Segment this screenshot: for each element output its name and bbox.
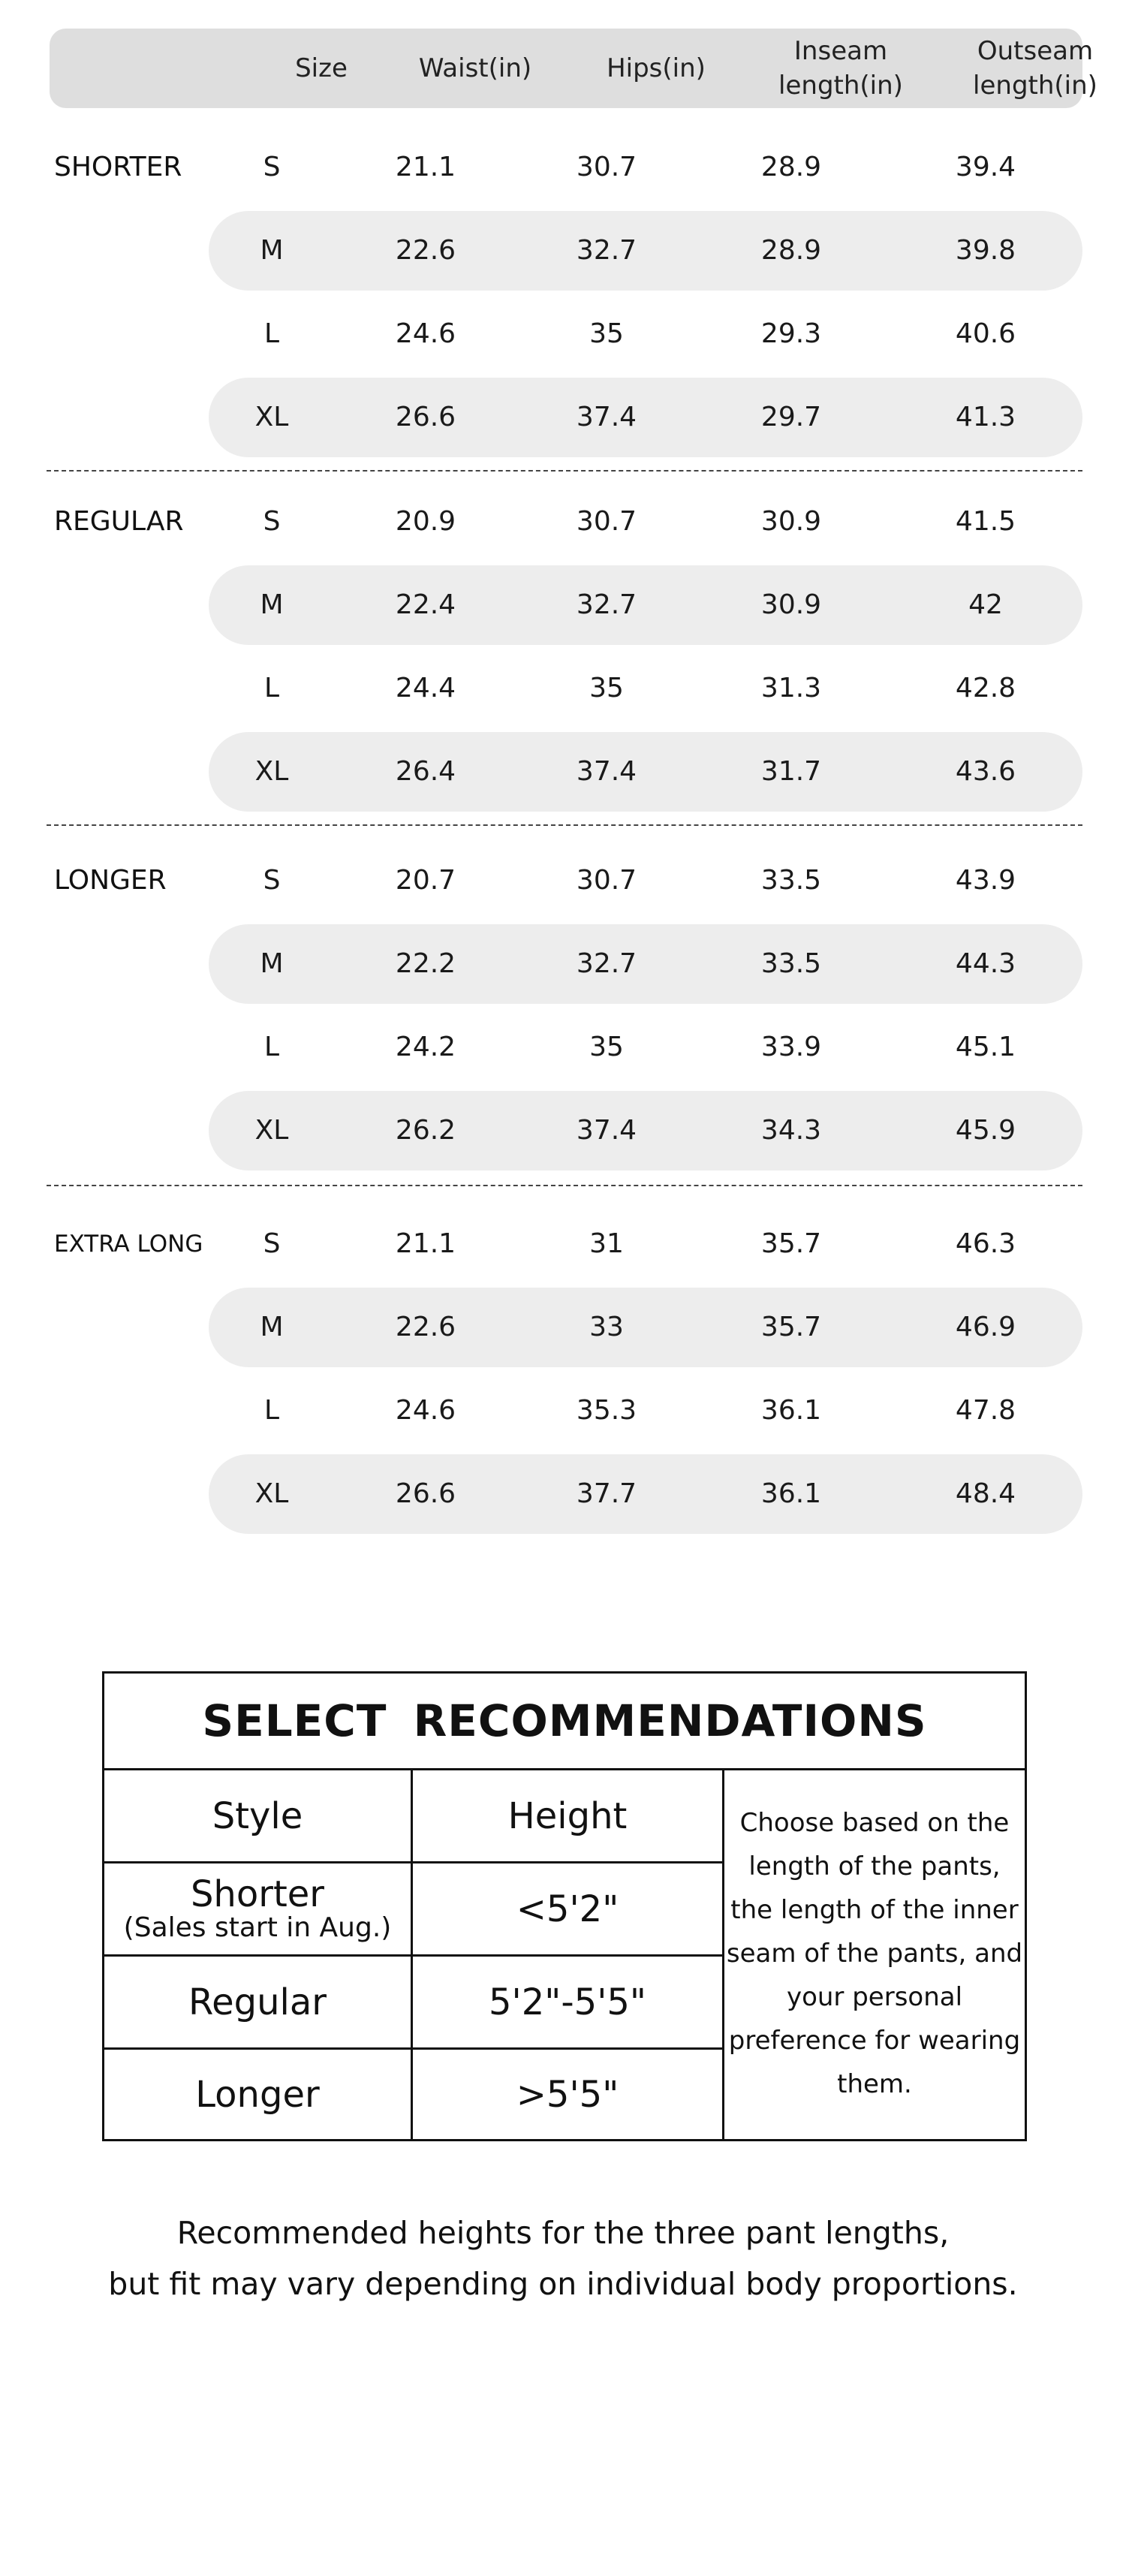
cell-size: L	[263, 1032, 280, 1062]
cell-hips: 33	[589, 1312, 624, 1342]
footer-line-1: Recommended heights for the three pant lengths,	[176, 2215, 950, 2251]
cell-size: M	[260, 1312, 284, 1342]
cell-waist: 26.2	[395, 1115, 456, 1146]
cell-waist: 26.6	[395, 402, 456, 432]
cell-waist: 22.2	[395, 948, 456, 979]
cell-hips: 30.7	[576, 865, 637, 896]
height-cell-regular	[413, 1957, 722, 2047]
cell-size: M	[260, 948, 284, 979]
cell-inseam: 33.5	[760, 948, 822, 979]
cell-hips: 35.3	[576, 1395, 637, 1426]
height-label: <5'2"	[516, 1888, 619, 1930]
cell-waist: 21.1	[395, 152, 456, 182]
height-header	[413, 1770, 722, 1861]
cell-waist: 26.4	[395, 756, 456, 787]
recommendations-title: SELECT RECOMMENDATIONS	[202, 1695, 927, 1746]
group-label: SHORTER	[54, 152, 182, 182]
cell-size: XL	[254, 1478, 289, 1509]
cell-outseam: 44.3	[955, 948, 1016, 979]
cell-size: M	[260, 235, 284, 266]
cell-outseam: 45.9	[955, 1115, 1016, 1146]
cell-inseam: 36.1	[760, 1395, 822, 1426]
cell-hips: 37.4	[576, 1115, 637, 1146]
footer-note	[0, 2207, 1126, 2309]
cell-outseam: 48.4	[955, 1478, 1016, 1509]
height-cell-longer	[413, 2050, 722, 2139]
height-header-label: Height	[507, 1794, 628, 1837]
cell-hips: 30.7	[576, 506, 637, 537]
cell-outseam: 45.1	[955, 1032, 1016, 1062]
footer-line-2: but fit may vary depending on individual body proportions.	[108, 2266, 1018, 2302]
cell-waist: 24.6	[395, 318, 456, 349]
cell-inseam: 31.7	[760, 756, 822, 787]
height-label: 5'2"-5'5"	[488, 1981, 647, 2023]
cell-outseam: 40.6	[955, 318, 1016, 349]
cell-hips: 37.7	[576, 1478, 637, 1509]
cell-outseam: 47.8	[955, 1395, 1016, 1426]
group-divider	[47, 824, 1082, 826]
cell-hips: 35	[589, 1032, 624, 1062]
cell-size: XL	[254, 756, 289, 787]
style-label: Longer	[195, 2073, 320, 2116]
header-outseam: Outseam length(in)	[973, 36, 1097, 101]
cell-waist: 20.7	[395, 865, 456, 896]
cell-inseam: 30.9	[760, 589, 822, 620]
cell-size: L	[263, 1395, 280, 1426]
header-waist: Waist(in)	[418, 53, 532, 83]
cell-inseam: 35.7	[760, 1228, 822, 1259]
group-divider	[47, 1185, 1082, 1186]
group-label: REGULAR	[54, 506, 184, 537]
cell-outseam: 46.3	[955, 1228, 1016, 1259]
cell-size: XL	[254, 402, 289, 432]
cell-outseam: 39.8	[955, 235, 1016, 266]
cell-inseam: 29.7	[760, 402, 822, 432]
cell-outseam: 41.3	[955, 402, 1016, 432]
cell-size: S	[263, 865, 281, 896]
cell-outseam: 42	[968, 589, 1003, 620]
recommendations-table	[102, 1671, 1027, 2141]
cell-waist: 26.6	[395, 1478, 456, 1509]
style-cell-regular	[104, 1957, 411, 2047]
cell-inseam: 34.3	[760, 1115, 822, 1146]
style-label: Shorter	[190, 1872, 325, 1915]
cell-outseam: 42.8	[955, 673, 1016, 704]
cell-outseam: 41.5	[955, 506, 1016, 537]
style-header	[104, 1770, 411, 1861]
cell-hips: 32.7	[576, 589, 637, 620]
cell-size: S	[263, 152, 281, 182]
cell-outseam: 43.6	[955, 756, 1016, 787]
header-hips: Hips(in)	[607, 53, 706, 83]
cell-waist: 24.2	[395, 1032, 456, 1062]
style-header-label: Style	[212, 1794, 303, 1837]
style-label: Regular	[188, 1981, 327, 2023]
cell-waist: 22.4	[395, 589, 456, 620]
cell-hips: 30.7	[576, 152, 637, 182]
cell-hips: 32.7	[576, 948, 637, 979]
cell-waist: 21.1	[395, 1228, 456, 1259]
cell-inseam: 33.9	[760, 1032, 822, 1062]
style-note: (Sales start in Aug.)	[123, 1912, 392, 1943]
size-chart-header	[50, 29, 1097, 108]
group-label: LONGER	[54, 865, 167, 896]
cell-hips: 35	[589, 673, 624, 704]
cell-size: S	[263, 506, 281, 537]
cell-outseam: 46.9	[955, 1312, 1016, 1342]
cell-hips: 37.4	[576, 402, 637, 432]
group-divider	[47, 470, 1082, 472]
height-label: >5'5"	[516, 2073, 619, 2116]
cell-outseam: 43.9	[955, 865, 1016, 896]
cell-inseam: 36.1	[760, 1478, 822, 1509]
style-cell-longer	[104, 2050, 411, 2139]
cell-waist: 22.6	[395, 235, 456, 266]
cell-size: L	[263, 318, 280, 349]
cell-hips: 35	[589, 318, 624, 349]
cell-size: M	[260, 589, 284, 620]
cell-waist: 24.4	[395, 673, 456, 704]
cell-inseam: 31.3	[760, 673, 822, 704]
cell-waist: 20.9	[395, 506, 456, 537]
cell-inseam: 33.5	[760, 865, 822, 896]
cell-waist: 22.6	[395, 1312, 456, 1342]
cell-waist: 24.6	[395, 1395, 456, 1426]
recommendation-note: Choose based on the length of the pants, the length of the inner seam of the pants, and your personal preference for wearing them.	[726, 1808, 1023, 2099]
cell-inseam: 30.9	[760, 506, 822, 537]
style-cell-shorter	[104, 1863, 411, 1954]
group-label: EXTRA LONG	[54, 1231, 203, 1258]
cell-inseam: 35.7	[760, 1312, 822, 1342]
cell-hips: 31	[589, 1228, 624, 1259]
cell-inseam: 28.9	[760, 152, 822, 182]
cell-outseam: 39.4	[955, 152, 1016, 182]
height-cell-shorter	[413, 1863, 722, 1954]
header-size: Size	[295, 53, 348, 83]
cell-inseam: 29.3	[760, 318, 822, 349]
cell-hips: 32.7	[576, 235, 637, 266]
cell-size: S	[263, 1228, 281, 1259]
cell-size: XL	[254, 1115, 289, 1146]
header-inseam: Inseam length(in)	[778, 36, 903, 101]
cell-size: L	[263, 673, 280, 704]
cell-inseam: 28.9	[760, 235, 822, 266]
cell-hips: 37.4	[576, 756, 637, 787]
